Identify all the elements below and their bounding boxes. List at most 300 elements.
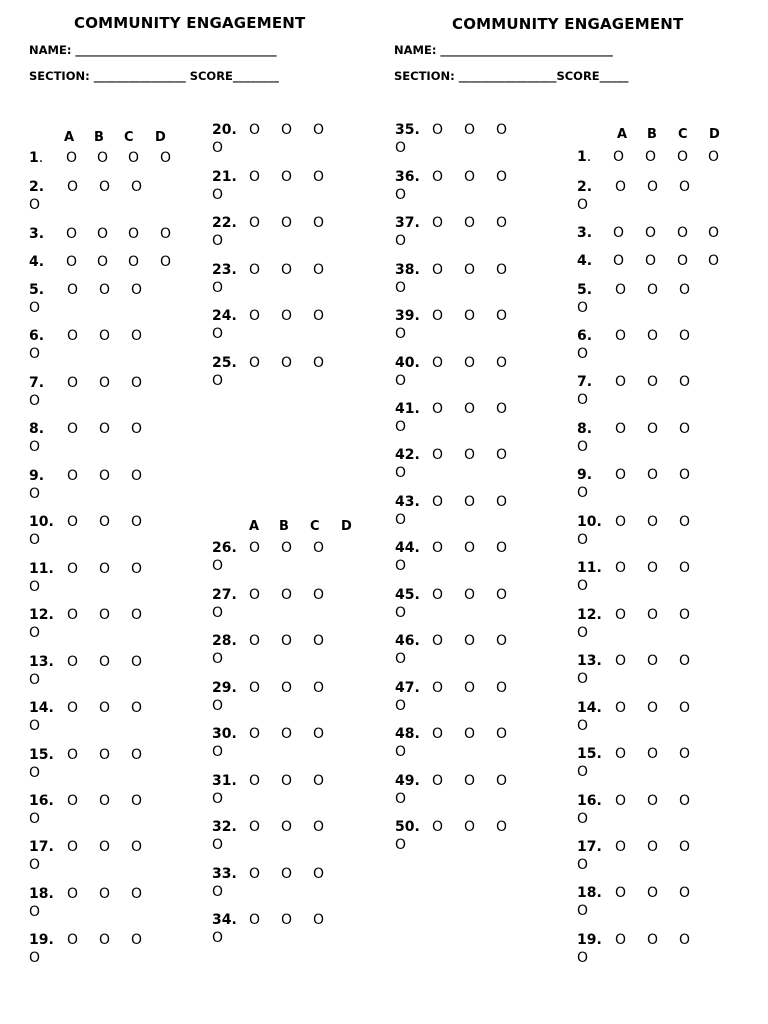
question-number: 15.	[577, 746, 602, 762]
question-number: 49.	[395, 773, 420, 789]
answer-bubble-a[interactable]: O	[249, 540, 261, 556]
answer-bubble-c[interactable]: O	[496, 401, 508, 417]
answer-bubble-d[interactable]: O	[29, 857, 41, 873]
answer-bubble-c[interactable]: O	[313, 819, 325, 835]
answer-bubble-c[interactable]: O	[131, 375, 143, 391]
answer-bubble-b[interactable]: O	[464, 633, 476, 649]
answer-bubble-a[interactable]: O	[432, 680, 444, 696]
answer-bubble-d[interactable]: O	[29, 904, 41, 920]
answer-bubble-b[interactable]: O	[464, 494, 476, 510]
answer-bubble-a[interactable]: O	[615, 607, 627, 623]
answer-bubble-b[interactable]: O	[464, 587, 476, 603]
answer-bubble-d[interactable]: O	[708, 149, 720, 165]
answer-bubble-b[interactable]: O	[99, 561, 111, 577]
answer-bubble-b[interactable]: O	[281, 308, 293, 324]
answer-bubble-a[interactable]: O	[67, 793, 79, 809]
answer-bubble-d[interactable]: O	[29, 486, 41, 502]
answer-bubble-a[interactable]: O	[615, 560, 627, 576]
answer-bubble-b[interactable]: O	[464, 262, 476, 278]
answer-bubble-a[interactable]: O	[615, 374, 627, 390]
question-number: 12.	[29, 607, 54, 623]
question-number: 33.	[212, 866, 237, 882]
answer-bubble-c[interactable]: O	[131, 932, 143, 948]
answer-bubble-b[interactable]: O	[99, 747, 111, 763]
answer-bubble-b[interactable]: O	[99, 375, 111, 391]
answer-bubble-c[interactable]: O	[131, 886, 143, 902]
answer-bubble-a[interactable]: O	[67, 561, 79, 577]
answer-bubble-d[interactable]: O	[212, 558, 224, 574]
answer-bubble-d[interactable]: O	[160, 150, 172, 166]
answer-bubble-a[interactable]: O	[615, 328, 627, 344]
answer-bubble-d[interactable]: O	[29, 439, 41, 455]
answer-bubble-a[interactable]: O	[432, 355, 444, 371]
answer-bubble-b[interactable]: O	[647, 746, 659, 762]
answer-bubble-b[interactable]: O	[99, 179, 111, 195]
answer-bubble-d[interactable]: O	[212, 140, 224, 156]
answer-bubble-b[interactable]: O	[645, 149, 657, 165]
answer-bubble-c[interactable]: O	[131, 839, 143, 855]
answer-bubble-a[interactable]: O	[432, 447, 444, 463]
answer-bubble-b[interactable]: O	[281, 169, 293, 185]
answer-bubble-a[interactable]: O	[432, 401, 444, 417]
answer-bubble-a[interactable]: O	[615, 885, 627, 901]
answer-bubble-d[interactable]: O	[212, 698, 224, 714]
answer-bubble-c[interactable]: O	[677, 253, 689, 269]
answer-bubble-b[interactable]: O	[464, 726, 476, 742]
answer-bubble-a[interactable]: O	[432, 169, 444, 185]
answer-bubble-d[interactable]: O	[395, 605, 407, 621]
answer-bubble-c[interactable]: O	[131, 793, 143, 809]
answer-bubble-d[interactable]: O	[29, 197, 41, 213]
answer-bubble-d[interactable]: O	[212, 233, 224, 249]
answer-bubble-c[interactable]: O	[679, 839, 691, 855]
answer-bubble-d[interactable]: O	[160, 254, 172, 270]
answer-bubble-b[interactable]: O	[464, 215, 476, 231]
answer-bubble-d[interactable]: O	[577, 197, 589, 213]
answer-bubble-d[interactable]: O	[577, 857, 589, 873]
answer-bubble-d[interactable]: O	[29, 718, 41, 734]
answer-bubble-b[interactable]: O	[99, 468, 111, 484]
answer-bubble-b[interactable]: O	[281, 355, 293, 371]
answer-bubble-a[interactable]: O	[249, 122, 261, 138]
answer-bubble-c[interactable]: O	[496, 169, 508, 185]
answer-bubble-b[interactable]: O	[647, 282, 659, 298]
answer-bubble-b[interactable]: O	[464, 169, 476, 185]
answer-bubble-d[interactable]: O	[577, 671, 589, 687]
answer-bubble-a[interactable]: O	[249, 773, 261, 789]
answer-bubble-d[interactable]: O	[29, 532, 41, 548]
answer-bubble-c[interactable]: O	[677, 225, 689, 241]
answer-bubble-d[interactable]: O	[29, 625, 41, 641]
answer-bubble-b[interactable]: O	[464, 773, 476, 789]
answer-bubble-c[interactable]: O	[679, 374, 691, 390]
answer-bubble-c[interactable]: O	[496, 122, 508, 138]
answer-bubble-b[interactable]: O	[464, 308, 476, 324]
answer-bubble-a[interactable]: O	[615, 932, 627, 948]
answer-bubble-c[interactable]: O	[496, 262, 508, 278]
question-number: 17.	[29, 839, 54, 855]
answer-bubble-c[interactable]: O	[679, 885, 691, 901]
answer-bubble-c[interactable]: O	[679, 746, 691, 762]
answer-bubble-d[interactable]: O	[577, 485, 589, 501]
answer-bubble-a[interactable]: O	[67, 421, 79, 437]
answer-bubble-a[interactable]: O	[67, 654, 79, 670]
answer-bubble-d[interactable]: O	[395, 744, 407, 760]
answer-bubble-c[interactable]: O	[128, 150, 140, 166]
answer-bubble-c[interactable]: O	[496, 633, 508, 649]
answer-bubble-d[interactable]: O	[395, 698, 407, 714]
answer-bubble-a[interactable]: O	[432, 262, 444, 278]
answer-bubble-d[interactable]: O	[29, 346, 41, 362]
answer-bubble-b[interactable]: O	[281, 540, 293, 556]
answer-bubble-a[interactable]: O	[615, 793, 627, 809]
answer-bubble-c[interactable]: O	[128, 226, 140, 242]
answer-bubble-a[interactable]: O	[67, 932, 79, 948]
answer-bubble-c[interactable]: O	[496, 726, 508, 742]
answer-bubble-d[interactable]: O	[29, 393, 41, 409]
answer-bubble-a[interactable]: O	[66, 150, 78, 166]
choice-header-sheet2-b: B	[647, 127, 657, 142]
answer-bubble-c[interactable]: O	[679, 700, 691, 716]
answer-bubble-b[interactable]: O	[464, 447, 476, 463]
answer-bubble-b[interactable]: O	[647, 179, 659, 195]
answer-bubble-a[interactable]: O	[66, 226, 78, 242]
answer-bubble-a[interactable]: O	[432, 587, 444, 603]
answer-bubble-c[interactable]: O	[679, 514, 691, 530]
question-row	[29, 281, 199, 321]
answer-bubble-b[interactable]: O	[464, 680, 476, 696]
answer-bubble-c[interactable]: O	[679, 607, 691, 623]
answer-bubble-b[interactable]: O	[647, 839, 659, 855]
answer-bubble-d[interactable]: O	[29, 765, 41, 781]
answer-bubble-a[interactable]: O	[249, 355, 261, 371]
answer-bubble-d[interactable]: O	[395, 326, 407, 342]
answer-bubble-c[interactable]: O	[131, 654, 143, 670]
answer-bubble-a[interactable]: O	[249, 819, 261, 835]
answer-bubble-c[interactable]: O	[313, 308, 325, 324]
answer-bubble-a[interactable]: O	[249, 912, 261, 928]
answer-bubble-b[interactable]: O	[647, 514, 659, 530]
answer-bubble-a[interactable]: O	[432, 819, 444, 835]
answer-bubble-d[interactable]: O	[577, 903, 589, 919]
answer-bubble-d[interactable]: O	[577, 439, 589, 455]
answer-bubble-b[interactable]: O	[99, 328, 111, 344]
answer-bubble-a[interactable]: O	[615, 653, 627, 669]
answer-bubble-b[interactable]: O	[464, 540, 476, 556]
answer-bubble-a[interactable]: O	[249, 169, 261, 185]
answer-bubble-b[interactable]: O	[645, 225, 657, 241]
answer-bubble-b[interactable]: O	[647, 885, 659, 901]
answer-bubble-c[interactable]: O	[679, 653, 691, 669]
answer-bubble-b[interactable]: O	[647, 653, 659, 669]
question-number: 1.	[577, 149, 592, 165]
answer-bubble-c[interactable]: O	[131, 607, 143, 623]
choice-header-col2-a: A	[249, 519, 260, 534]
answer-bubble-a[interactable]: O	[432, 773, 444, 789]
question-number: 26.	[212, 540, 237, 556]
answer-bubble-b[interactable]: O	[99, 793, 111, 809]
answer-bubble-c[interactable]: O	[679, 793, 691, 809]
answer-bubble-c[interactable]: O	[496, 494, 508, 510]
answer-bubble-c[interactable]: O	[679, 421, 691, 437]
answer-bubble-b[interactable]: O	[99, 654, 111, 670]
answer-bubble-b[interactable]: O	[281, 262, 293, 278]
answer-bubble-a[interactable]: O	[615, 700, 627, 716]
answer-bubble-c[interactable]: O	[496, 540, 508, 556]
answer-bubble-c[interactable]: O	[496, 773, 508, 789]
answer-bubble-c[interactable]: O	[679, 179, 691, 195]
answer-bubble-b[interactable]: O	[99, 514, 111, 530]
answer-bubble-d[interactable]: O	[29, 672, 41, 688]
answer-bubble-c[interactable]: O	[131, 747, 143, 763]
answer-bubble-d[interactable]: O	[395, 187, 407, 203]
answer-bubble-c[interactable]: O	[131, 514, 143, 530]
answer-bubble-a[interactable]: O	[249, 726, 261, 742]
answer-bubble-a[interactable]: O	[67, 886, 79, 902]
answer-bubble-b[interactable]: O	[464, 122, 476, 138]
choice-header-sheet1-c: C	[124, 130, 134, 145]
answer-bubble-a[interactable]: O	[67, 607, 79, 623]
answer-bubble-d[interactable]: O	[395, 465, 407, 481]
answer-bubble-b[interactable]: O	[99, 932, 111, 948]
answer-bubble-c[interactable]: O	[131, 179, 143, 195]
answer-bubble-a[interactable]: O	[249, 215, 261, 231]
answer-bubble-b[interactable]: O	[647, 607, 659, 623]
answer-bubble-a[interactable]: O	[613, 225, 625, 241]
answer-bubble-c[interactable]: O	[131, 421, 143, 437]
answer-bubble-c[interactable]: O	[496, 819, 508, 835]
answer-bubble-a[interactable]: O	[67, 839, 79, 855]
answer-bubble-b[interactable]: O	[464, 355, 476, 371]
answer-bubble-a[interactable]: O	[432, 215, 444, 231]
answer-bubble-d[interactable]: O	[395, 233, 407, 249]
answer-bubble-d[interactable]: O	[708, 225, 720, 241]
answer-bubble-c[interactable]: O	[679, 467, 691, 483]
answer-bubble-c[interactable]: O	[679, 328, 691, 344]
answer-bubble-d[interactable]: O	[395, 419, 407, 435]
answer-bubble-d[interactable]: O	[577, 346, 589, 362]
answer-bubble-c[interactable]: O	[313, 866, 325, 882]
answer-bubble-c[interactable]: O	[313, 540, 325, 556]
answer-bubble-d[interactable]: O	[577, 764, 589, 780]
answer-bubble-b[interactable]: O	[647, 700, 659, 716]
answer-bubble-b[interactable]: O	[464, 401, 476, 417]
answer-bubble-a[interactable]: O	[432, 540, 444, 556]
answer-bubble-a[interactable]: O	[615, 179, 627, 195]
answer-bubble-c[interactable]: O	[313, 726, 325, 742]
answer-bubble-b[interactable]: O	[97, 150, 109, 166]
question-number: 40.	[395, 355, 420, 371]
answer-bubble-d[interactable]: O	[577, 532, 589, 548]
answer-bubble-c[interactable]: O	[128, 254, 140, 270]
answer-bubble-c[interactable]: O	[496, 587, 508, 603]
answer-bubble-d[interactable]: O	[29, 300, 41, 316]
answer-bubble-b[interactable]: O	[647, 932, 659, 948]
answer-bubble-c[interactable]: O	[313, 215, 325, 231]
question-number: 37.	[395, 215, 420, 231]
question-row	[212, 679, 382, 719]
answer-bubble-c[interactable]: O	[496, 215, 508, 231]
answer-bubble-b[interactable]: O	[99, 421, 111, 437]
answer-bubble-c[interactable]: O	[313, 169, 325, 185]
answer-bubble-d[interactable]: O	[212, 373, 224, 389]
question-row	[395, 586, 565, 626]
answer-bubble-c[interactable]: O	[496, 355, 508, 371]
answer-bubble-a[interactable]: O	[432, 122, 444, 138]
answer-bubble-b[interactable]: O	[99, 886, 111, 902]
question-row	[29, 420, 199, 460]
answer-bubble-c[interactable]: O	[679, 282, 691, 298]
answer-bubble-b[interactable]: O	[281, 215, 293, 231]
answer-bubble-a[interactable]: O	[67, 328, 79, 344]
answer-bubble-d[interactable]: O	[212, 837, 224, 853]
answer-bubble-b[interactable]: O	[281, 819, 293, 835]
answer-bubble-d[interactable]: O	[577, 811, 589, 827]
answer-bubble-a[interactable]: O	[615, 467, 627, 483]
question-row	[577, 652, 747, 692]
answer-bubble-d[interactable]: O	[212, 930, 224, 946]
answer-bubble-a[interactable]: O	[615, 282, 627, 298]
answer-bubble-b[interactable]: O	[99, 282, 111, 298]
answer-bubble-d[interactable]: O	[395, 373, 407, 389]
answer-bubble-a[interactable]: O	[432, 633, 444, 649]
answer-bubble-d[interactable]: O	[212, 187, 224, 203]
answer-bubble-a[interactable]: O	[67, 282, 79, 298]
answer-bubble-c[interactable]: O	[313, 355, 325, 371]
answer-bubble-c[interactable]: O	[313, 773, 325, 789]
answer-bubble-b[interactable]: O	[281, 912, 293, 928]
answer-bubble-d[interactable]: O	[395, 791, 407, 807]
answer-bubble-a[interactable]: O	[249, 308, 261, 324]
answer-bubble-a[interactable]: O	[432, 494, 444, 510]
answer-bubble-d[interactable]: O	[212, 884, 224, 900]
question-number: 36.	[395, 169, 420, 185]
answer-bubble-a[interactable]: O	[249, 262, 261, 278]
answer-bubble-a[interactable]: O	[67, 514, 79, 530]
question-row	[212, 911, 382, 951]
answer-bubble-c[interactable]: O	[313, 122, 325, 138]
answer-bubble-d[interactable]: O	[577, 950, 589, 966]
answer-bubble-d[interactable]: O	[395, 140, 407, 156]
answer-bubble-b[interactable]: O	[645, 253, 657, 269]
answer-bubble-d[interactable]: O	[29, 811, 41, 827]
answer-bubble-c[interactable]: O	[131, 328, 143, 344]
answer-bubble-b[interactable]: O	[97, 226, 109, 242]
answer-bubble-a[interactable]: O	[249, 866, 261, 882]
answer-bubble-c[interactable]: O	[496, 680, 508, 696]
answer-bubble-a[interactable]: O	[67, 747, 79, 763]
answer-bubble-a[interactable]: O	[67, 375, 79, 391]
answer-bubble-a[interactable]: O	[249, 587, 261, 603]
answer-bubble-c[interactable]: O	[313, 912, 325, 928]
answer-bubble-c[interactable]: O	[679, 932, 691, 948]
answer-bubble-c[interactable]: O	[313, 262, 325, 278]
answer-bubble-c[interactable]: O	[496, 447, 508, 463]
answer-bubble-b[interactable]: O	[647, 467, 659, 483]
answer-bubble-d[interactable]: O	[395, 651, 407, 667]
answer-bubble-d[interactable]: O	[708, 253, 720, 269]
answer-bubble-b[interactable]: O	[281, 587, 293, 603]
question-number: 15.	[29, 747, 54, 763]
answer-bubble-d[interactable]: O	[577, 718, 589, 734]
answer-bubble-d[interactable]: O	[395, 837, 407, 853]
answer-bubble-d[interactable]: O	[577, 300, 589, 316]
answer-bubble-c[interactable]: O	[313, 680, 325, 696]
question-number: 16.	[29, 793, 54, 809]
answer-bubble-d[interactable]: O	[212, 280, 224, 296]
answer-bubble-a[interactable]: O	[66, 254, 78, 270]
answer-bubble-d[interactable]: O	[160, 226, 172, 242]
answer-bubble-a[interactable]: O	[615, 421, 627, 437]
question-number: 12.	[577, 607, 602, 623]
answer-bubble-d[interactable]: O	[395, 512, 407, 528]
answer-bubble-c[interactable]: O	[131, 282, 143, 298]
answer-bubble-c[interactable]: O	[677, 149, 689, 165]
answer-bubble-d[interactable]: O	[577, 625, 589, 641]
answer-bubble-c[interactable]: O	[313, 633, 325, 649]
answer-bubble-a[interactable]: O	[432, 726, 444, 742]
answer-bubble-a[interactable]: O	[249, 680, 261, 696]
answer-bubble-d[interactable]: O	[212, 651, 224, 667]
answer-bubble-a[interactable]: O	[615, 746, 627, 762]
answer-bubble-b[interactable]: O	[464, 819, 476, 835]
answer-bubble-b[interactable]: O	[281, 866, 293, 882]
answer-bubble-b[interactable]: O	[99, 607, 111, 623]
answer-bubble-a[interactable]: O	[615, 839, 627, 855]
answer-bubble-d[interactable]: O	[29, 950, 41, 966]
question-number: 11.	[577, 560, 602, 576]
answer-bubble-b[interactable]: O	[281, 122, 293, 138]
answer-bubble-d[interactable]: O	[212, 326, 224, 342]
answer-bubble-a[interactable]: O	[67, 700, 79, 716]
answer-bubble-b[interactable]: O	[647, 421, 659, 437]
answer-bubble-b[interactable]: O	[647, 560, 659, 576]
answer-bubble-d[interactable]: O	[395, 280, 407, 296]
answer-bubble-d[interactable]: O	[212, 605, 224, 621]
answer-bubble-b[interactable]: O	[97, 254, 109, 270]
answer-bubble-d[interactable]: O	[29, 579, 41, 595]
answer-bubble-a[interactable]: O	[67, 468, 79, 484]
answer-bubble-b[interactable]: O	[647, 328, 659, 344]
answer-bubble-a[interactable]: O	[615, 514, 627, 530]
answer-bubble-c[interactable]: O	[313, 587, 325, 603]
answer-bubble-c[interactable]: O	[679, 560, 691, 576]
answer-bubble-b[interactable]: O	[647, 374, 659, 390]
answer-bubble-d[interactable]: O	[212, 744, 224, 760]
answer-bubble-a[interactable]: O	[613, 253, 625, 269]
answer-bubble-c[interactable]: O	[496, 308, 508, 324]
question-number: 45.	[395, 587, 420, 603]
answer-bubble-b[interactable]: O	[281, 633, 293, 649]
answer-bubble-c[interactable]: O	[131, 468, 143, 484]
answer-bubble-b[interactable]: O	[99, 700, 111, 716]
answer-bubble-d[interactable]: O	[577, 578, 589, 594]
answer-bubble-a[interactable]: O	[249, 633, 261, 649]
answer-bubble-b[interactable]: O	[99, 839, 111, 855]
answer-bubble-b[interactable]: O	[281, 773, 293, 789]
answer-bubble-d[interactable]: O	[395, 558, 407, 574]
answer-bubble-b[interactable]: O	[281, 726, 293, 742]
answer-bubble-c[interactable]: O	[131, 700, 143, 716]
answer-bubble-c[interactable]: O	[131, 561, 143, 577]
answer-bubble-b[interactable]: O	[281, 680, 293, 696]
answer-bubble-d[interactable]: O	[212, 791, 224, 807]
answer-bubble-a[interactable]: O	[613, 149, 625, 165]
answer-bubble-d[interactable]: O	[577, 392, 589, 408]
answer-bubble-a[interactable]: O	[67, 179, 79, 195]
answer-bubble-a[interactable]: O	[432, 308, 444, 324]
answer-bubble-b[interactable]: O	[647, 793, 659, 809]
